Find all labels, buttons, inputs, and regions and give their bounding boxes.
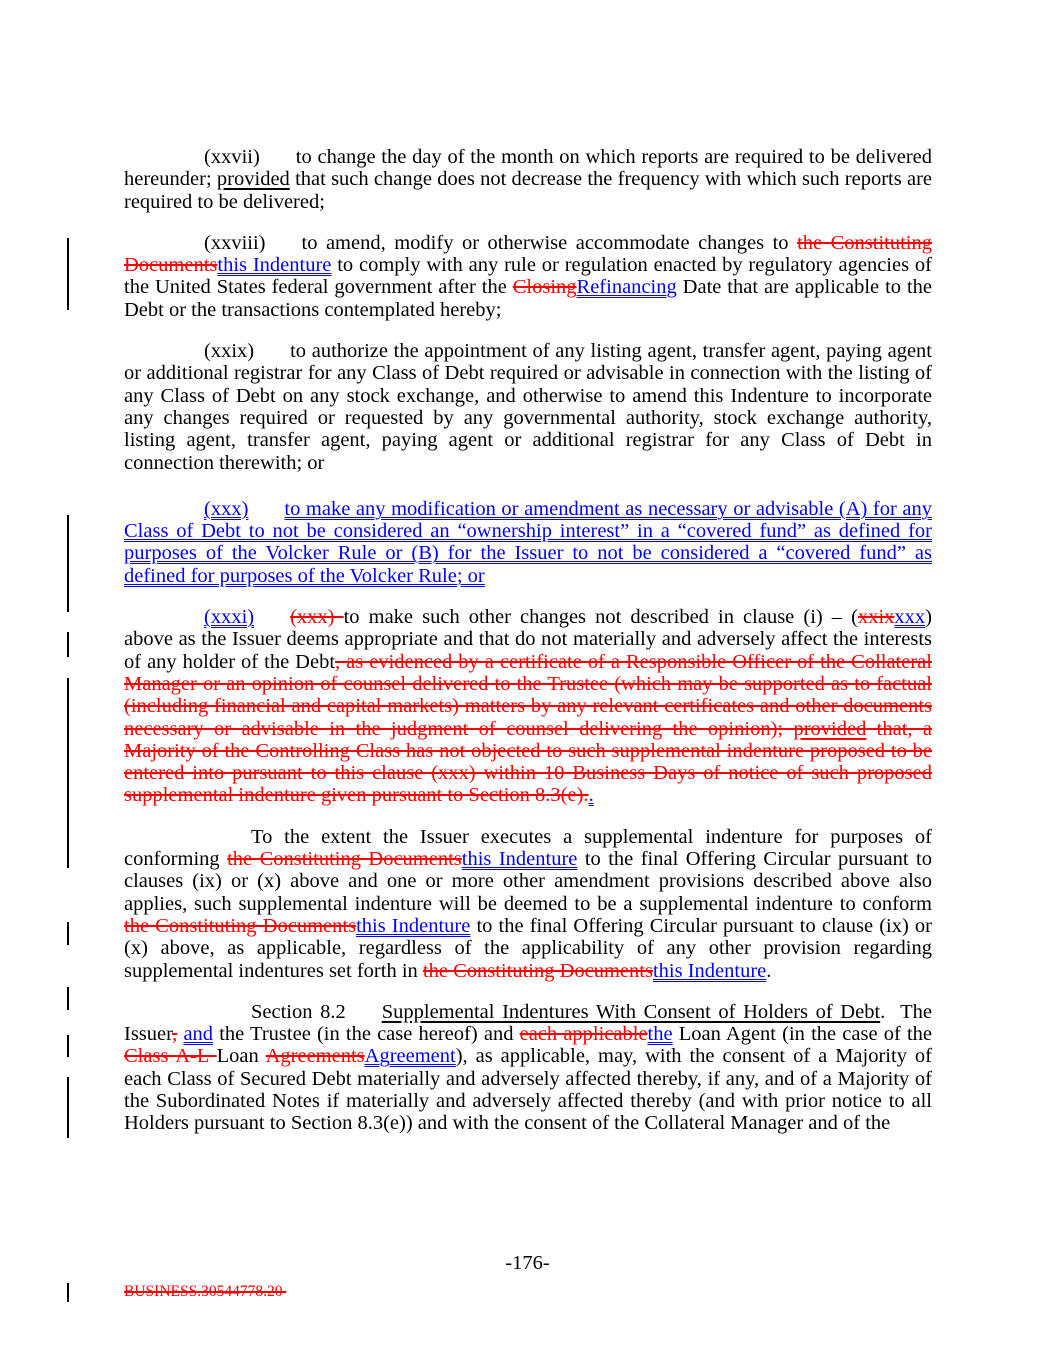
body-text: ), as applicable, may, with the consent of a Majority of each Class of Secured Debt materially and adversely affected thereby, if any, and of a Majority of the Subordinated Notes if materially and adversely affected thereby (and with prior notice to all Holders pursuant to Section 8.3(e)) and with the consent of the Collateral Manager and of the xyxy=(124,1045,932,1135)
body-text: . The Issuer xyxy=(124,1000,932,1046)
deleted-text: the Constituting Documents xyxy=(227,848,462,871)
body-text: provided xyxy=(216,168,290,191)
deleted-text: , xyxy=(172,1023,178,1046)
conforming-indenture-paragraph xyxy=(124,826,932,982)
page-number: -176- xyxy=(505,1252,550,1274)
revision-change-bar xyxy=(67,1077,69,1138)
inserted-text: (xxx) xyxy=(204,497,249,520)
inserted-text: Agreement xyxy=(364,1045,456,1068)
body-text: the Trustee (in the case hereof) and xyxy=(213,1023,520,1046)
clause-xxx-paragraph xyxy=(124,498,932,587)
clause-xxvii-paragraph xyxy=(124,146,932,213)
body-text: Loan Agent (in the case of the xyxy=(672,1023,933,1046)
revision-change-bar xyxy=(67,1035,69,1057)
body-text: that such change does not decrease the frequency with which such reports are required to be delivered; xyxy=(124,168,932,213)
revision-change-bar xyxy=(67,238,69,310)
body-text: to authorize the appointment of any listing agent, transfer agent, paying agent or additional registrar for any Class of Debt required or advisable in connection with the listing of any Class of Debt on any stock exchange, and otherwise to amend this Indenture to incorporate any changes required or requested by any governmental authority, stock exchange authority, listing agent, transfer agent, paying agent or additional registrar for any Class of Debt in connection therewith; or xyxy=(124,340,932,474)
deleted-text: the Constituting Documents xyxy=(422,959,653,982)
body-text: . xyxy=(766,959,772,982)
body-text: to the final Offering Circular pursuant to clauses (ix) or (x) above and one or more other amendment provisions described above also applies, such supplemental indenture will be deemed to be a supplemental indenture to conform xyxy=(124,848,932,915)
body-text: (xxviii) xyxy=(204,231,266,254)
body-text: ) above as the Issuer deems appropriate and that do not materially and adversely affect the interests of any holder of the Debt xyxy=(124,606,932,673)
deleted-text: the Constituting Documents xyxy=(124,914,357,937)
deleted-text: Class A-L xyxy=(124,1045,217,1068)
revision-change-bar xyxy=(67,515,69,612)
deleted-text: the Constituting Documents xyxy=(124,231,932,277)
revision-change-bar xyxy=(67,678,69,868)
revision-change-bar xyxy=(67,632,69,657)
clause-xxxi-paragraph xyxy=(124,606,932,807)
inserted-text: and xyxy=(183,1023,214,1046)
body-text: To the extent the Issuer executes a supplemental indenture for purposes of conforming xyxy=(124,825,932,871)
deleted-text: xxix xyxy=(857,606,895,629)
inserted-text: the xyxy=(647,1023,673,1046)
deleted-text: , as evidenced by a certificate of a Responsible Officer of the Collateral Manager or an opinion of counsel delivered to the Trustee (which may be supported as to factual (including financial and capital markets) matters by any relevant certificates and other documents necessary or advisable in the judgment of counsel delivering the opinion); xyxy=(124,650,932,740)
inserted-text: this Indenture xyxy=(356,914,471,937)
revision-change-bar xyxy=(67,987,69,1010)
footer-doc-id: BUSINESS.30544778.20 xyxy=(124,1283,287,1300)
deleted-text: Agreements xyxy=(265,1045,365,1068)
inserted-text: (xxxi) xyxy=(204,606,255,629)
body-text: to amend, modify or otherwise accommodate changes to xyxy=(301,231,798,254)
body-text: to change the day of the month on which reports are required to be delivered hereunder; xyxy=(124,146,932,191)
inserted-text: . xyxy=(588,784,594,807)
body-text: to make such other changes not described in clause (i) – ( xyxy=(343,606,858,629)
body-text: (xxix) xyxy=(204,340,255,363)
inserted-text: Refinancing xyxy=(576,276,677,299)
section-8-2-paragraph xyxy=(124,1001,932,1135)
inserted-text: xxx xyxy=(894,606,926,629)
body-text: Section 8.2 xyxy=(251,1000,346,1023)
deleted-text: provided xyxy=(793,717,867,740)
inserted-text: this Indenture xyxy=(217,254,332,277)
deleted-text: (xxx) xyxy=(290,606,344,629)
deleted-text: that, a Majority of the Controlling Class has not objected to such supplemental indenture proposed to be entered into pursuant to this clause (xxx) within 10 Business Days of notice of such proposed supplemental indenture given pursuant to Section 8.3(e). xyxy=(124,717,932,807)
body-text: (xxvii) xyxy=(204,146,260,168)
inserted-text: this Indenture xyxy=(652,959,767,982)
body-text: Supplemental Indentures With Consent of Holders of Debt xyxy=(381,1000,881,1023)
revision-change-bar xyxy=(67,1283,69,1302)
clause-xxix-paragraph xyxy=(124,340,932,474)
body-text: Date that are applicable to the Debt or the transactions contemplated hereby; xyxy=(124,276,933,321)
inserted-text: this Indenture xyxy=(461,848,578,871)
deleted-text: Closing xyxy=(512,276,577,299)
body-text: to the final Offering Circular pursuant to clause (ix) or (x) above, as applicable, regardless of the applicability of any other provision regarding supplemental indentures set forth in xyxy=(124,914,933,982)
document-body xyxy=(124,146,932,1154)
body-text: to comply with any rule or regulation enacted by regulatory agencies of the United States federal government after the xyxy=(124,254,932,299)
body-text: Loan xyxy=(216,1045,266,1068)
inserted-text: to make any modification or amendment as necessary or advisable (A) for any Class of Debt to not be considered an “ownership interest” in a “covered fund” as defined for purposes of the Volcker Rule or (B) for the Issuer to not be considered a “covered fund” as defined for purposes of the Volcker Rule; or xyxy=(124,497,932,587)
revision-change-bar xyxy=(67,922,69,945)
deleted-text: each applicable xyxy=(519,1023,648,1046)
clause-xxviii-paragraph xyxy=(124,232,932,321)
